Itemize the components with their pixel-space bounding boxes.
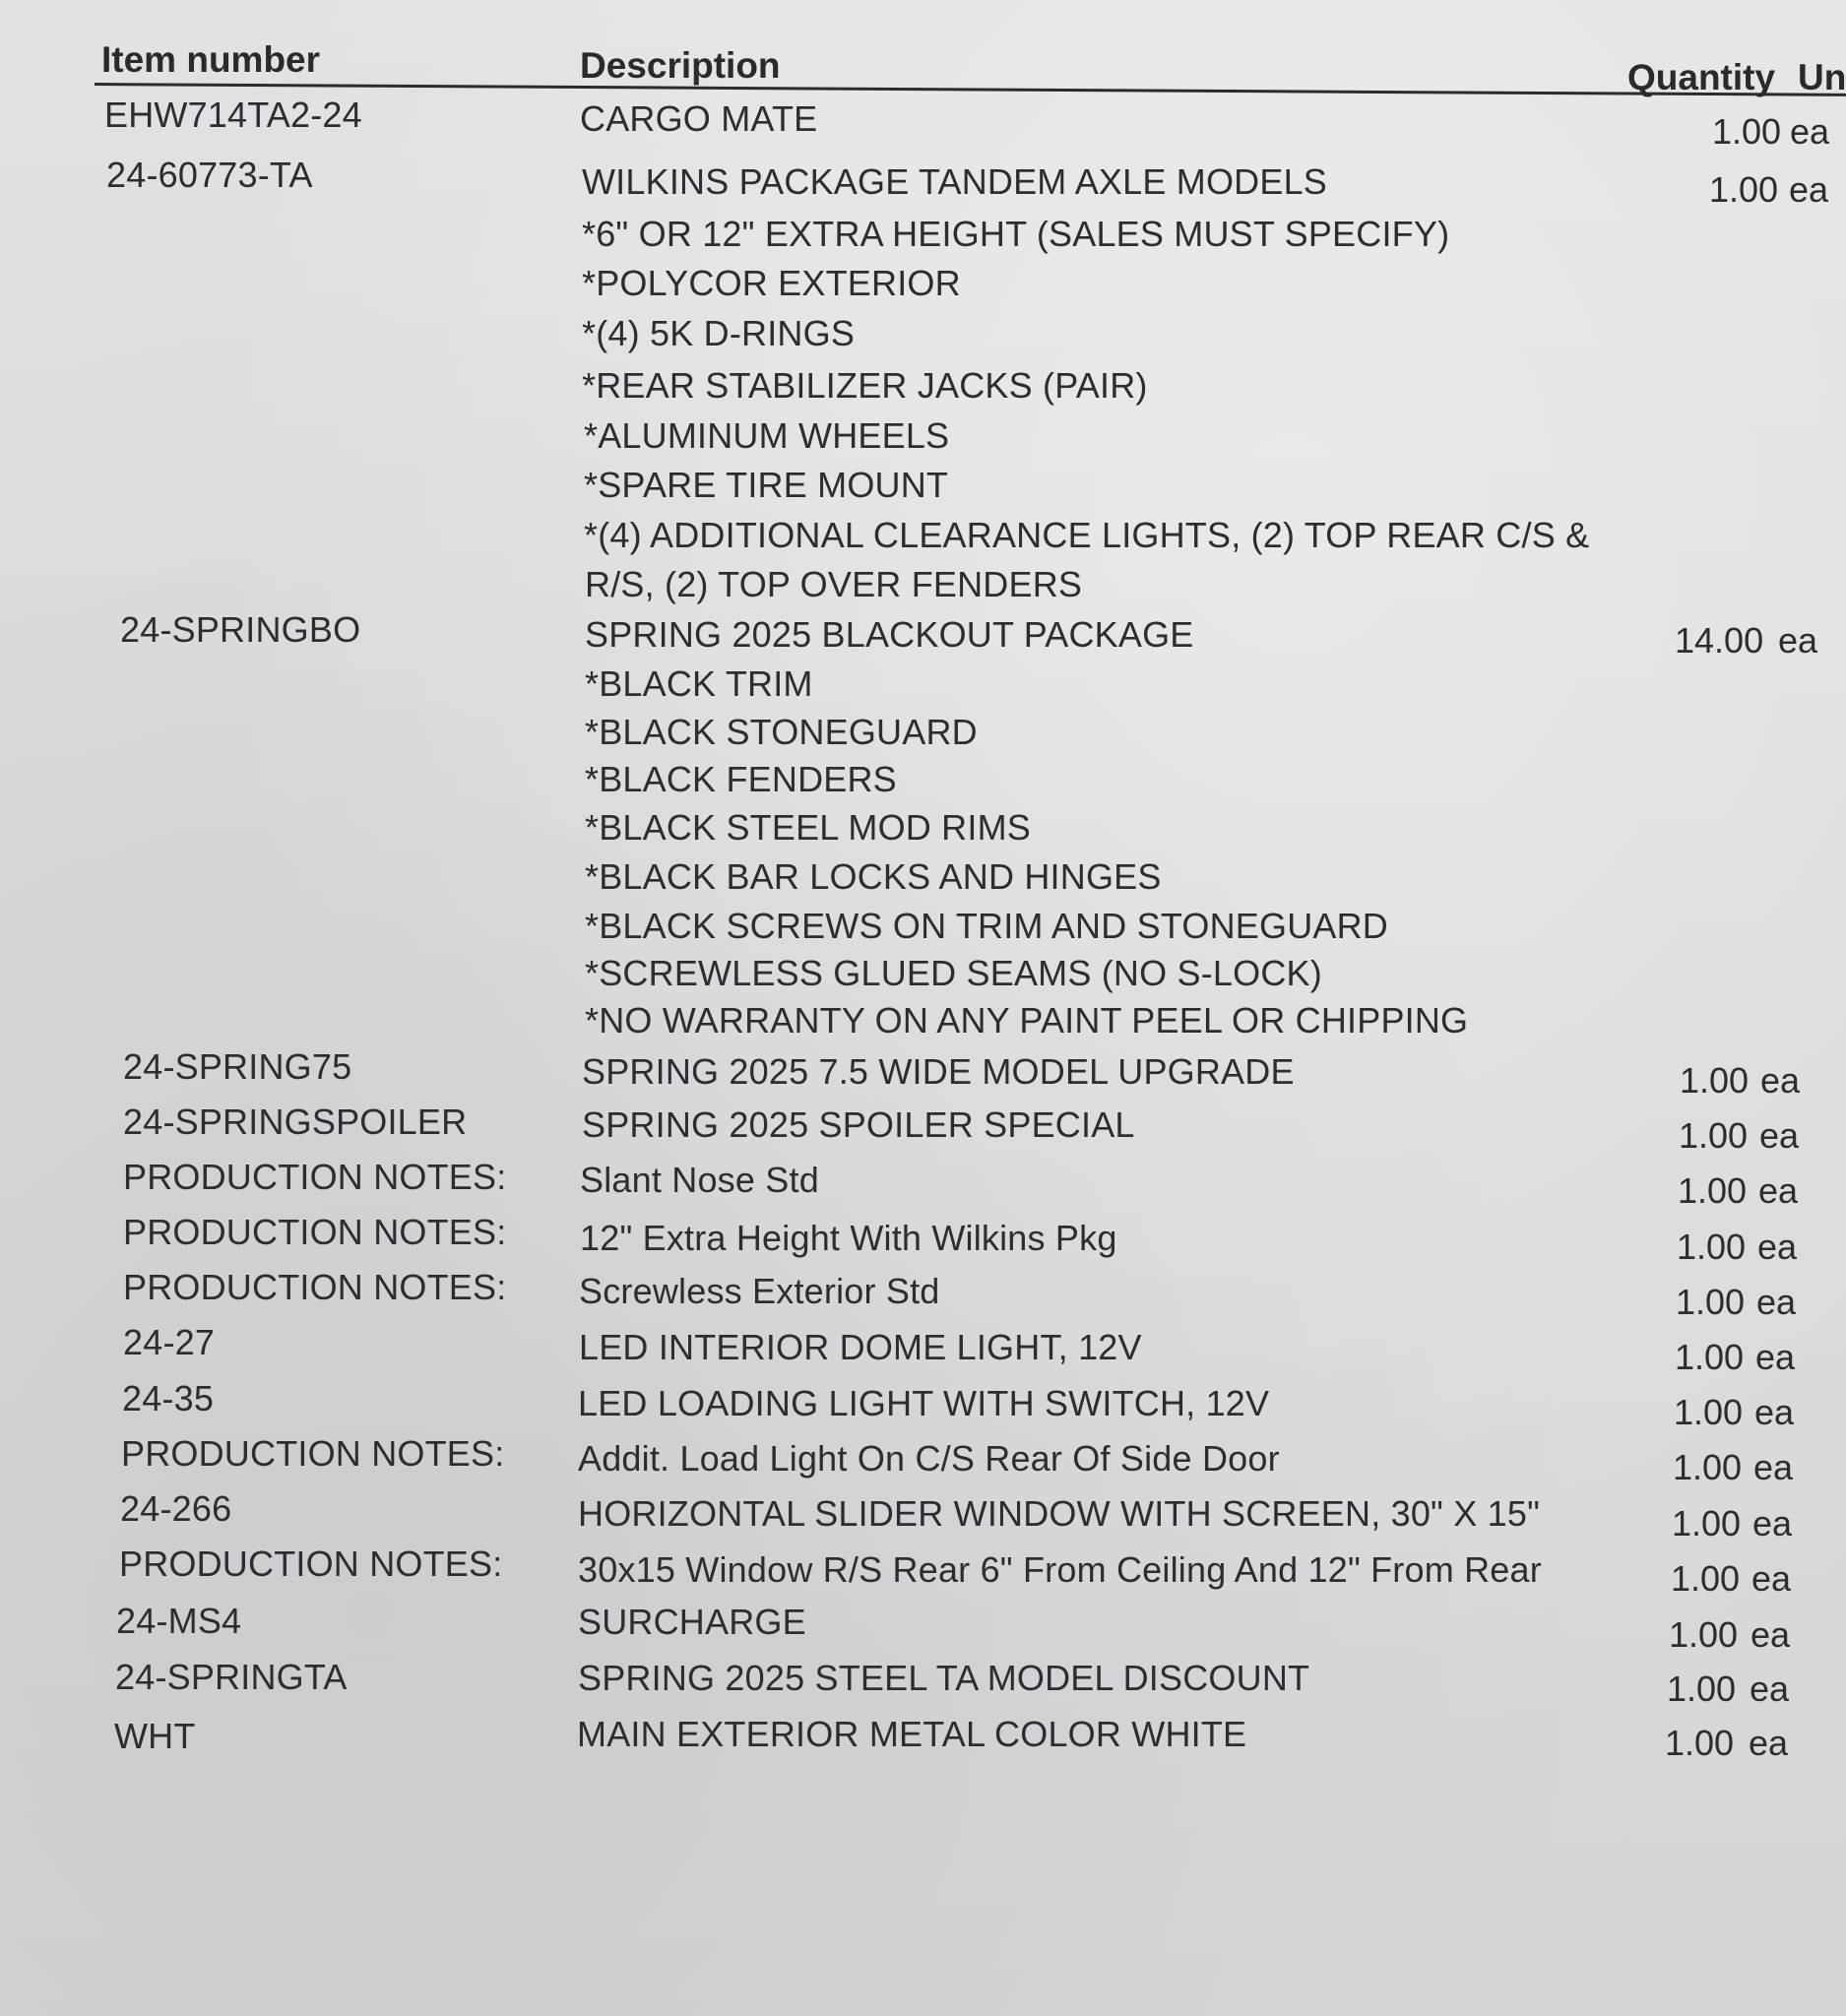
unit-cell: ea bbox=[1749, 1723, 1789, 1763]
item-number-cell: 24-266 bbox=[120, 1488, 232, 1529]
quantity-cell: 1.00 bbox=[1671, 1558, 1741, 1599]
description-subline: *REAR STABILIZER JACKS (PAIR) bbox=[582, 365, 1148, 406]
quantity-cell: 14.00 bbox=[1675, 620, 1764, 661]
description-cell: SPRING 2025 7.5 WIDE MODEL UPGRADE bbox=[582, 1051, 1295, 1092]
description-cell: HORIZONTAL SLIDER WINDOW WITH SCREEN, 30" X 15" bbox=[578, 1493, 1541, 1534]
description-subline: *BLACK BAR LOCKS AND HINGES bbox=[585, 856, 1162, 897]
item-number-cell: WHT bbox=[114, 1716, 196, 1756]
unit-cell: ea bbox=[1789, 169, 1829, 210]
description-cell: Slant Nose Std bbox=[580, 1160, 819, 1200]
description-subline: *BLACK TRIM bbox=[585, 663, 813, 704]
item-number-cell: 24-27 bbox=[123, 1322, 216, 1362]
description-subline: *BLACK FENDERS bbox=[585, 759, 897, 799]
item-number-cell: PRODUCTION NOTES: bbox=[123, 1267, 507, 1307]
description-subline: R/S, (2) TOP OVER FENDERS bbox=[585, 564, 1083, 604]
quantity-cell: 1.00 bbox=[1675, 1337, 1745, 1377]
unit-cell: ea bbox=[1760, 1060, 1801, 1101]
unit-cell: ea bbox=[1751, 1558, 1792, 1599]
quantity-cell: 1.00 bbox=[1672, 1503, 1742, 1544]
description-cell: 12" Extra Height With Wilkins Pkg bbox=[580, 1218, 1117, 1258]
description-cell: SPRING 2025 SPOILER SPECIAL bbox=[582, 1104, 1135, 1145]
description-subline: *BLACK SCREWS ON TRIM AND STONEGUARD bbox=[585, 906, 1389, 946]
description-subline: *(4) ADDITIONAL CLEARANCE LIGHTS, (2) TOP REAR C/S & bbox=[584, 515, 1590, 555]
quantity-cell: 1.00 bbox=[1673, 1447, 1743, 1487]
description-subline: *ALUMINUM WHEELS bbox=[584, 415, 950, 456]
description-cell: SURCHARGE bbox=[578, 1602, 806, 1642]
unit-cell: ea bbox=[1750, 1669, 1790, 1709]
description-subline: *(4) 5K D-RINGS bbox=[582, 313, 856, 353]
item-number-cell: 24-SPRINGSPOILER bbox=[123, 1102, 468, 1142]
unit-cell: ea bbox=[1754, 1392, 1795, 1432]
unit-cell: ea bbox=[1756, 1282, 1797, 1322]
header-item-number: Item number bbox=[101, 39, 321, 80]
item-number-cell: PRODUCTION NOTES: bbox=[123, 1212, 507, 1252]
unit-cell: ea bbox=[1755, 1337, 1796, 1377]
header-quantity: Quantity bbox=[1627, 57, 1776, 97]
item-number-cell: PRODUCTION NOTES: bbox=[119, 1544, 503, 1584]
unit-cell: ea bbox=[1759, 1115, 1800, 1156]
quantity-cell: 1.00 bbox=[1669, 1614, 1739, 1655]
unit-cell: ea bbox=[1778, 620, 1818, 661]
item-number-cell: 24-60773-TA bbox=[106, 155, 313, 195]
quantity-cell: 1.00 bbox=[1679, 1115, 1749, 1156]
quantity-cell: 1.00 bbox=[1709, 169, 1779, 210]
description-subline: *BLACK STONEGUARD bbox=[585, 712, 978, 752]
unit-cell: ea bbox=[1757, 1227, 1798, 1267]
description-cell: SPRING 2025 STEEL TA MODEL DISCOUNT bbox=[578, 1658, 1310, 1698]
quantity-cell: 1.00 bbox=[1676, 1282, 1746, 1322]
description-cell: LED LOADING LIGHT WITH SWITCH, 12V bbox=[578, 1383, 1270, 1423]
quantity-cell: 1.00 bbox=[1665, 1723, 1735, 1763]
quantity-cell: 1.00 bbox=[1674, 1392, 1744, 1432]
description-subline: *6" OR 12" EXTRA HEIGHT (SALES MUST SPECIFY) bbox=[582, 214, 1450, 254]
item-number-cell: 24-35 bbox=[122, 1378, 215, 1418]
description-cell: LED INTERIOR DOME LIGHT, 12V bbox=[579, 1327, 1142, 1367]
item-number-cell: 24-SPRING75 bbox=[123, 1046, 352, 1087]
description-cell: Screwless Exterior Std bbox=[579, 1271, 940, 1311]
quantity-cell: 1.00 bbox=[1677, 1227, 1747, 1267]
header-description: Description bbox=[580, 45, 781, 86]
item-number-cell: 24-SPRINGBO bbox=[120, 609, 361, 650]
unit-cell: ea bbox=[1752, 1503, 1793, 1544]
item-number-cell: 24-SPRINGTA bbox=[115, 1657, 348, 1697]
description-cell: WILKINS PACKAGE TANDEM AXLE MODELS bbox=[582, 161, 1327, 202]
description-cell: SPRING 2025 BLACKOUT PACKAGE bbox=[585, 614, 1194, 655]
item-number-cell: PRODUCTION NOTES: bbox=[121, 1433, 505, 1474]
description-cell: MAIN EXTERIOR METAL COLOR WHITE bbox=[577, 1714, 1247, 1754]
description-subline: *NO WARRANTY ON ANY PAINT PEEL OR CHIPPING bbox=[585, 1000, 1469, 1040]
quantity-cell: 1.00 bbox=[1667, 1669, 1737, 1709]
unit-cell: ea bbox=[1753, 1447, 1794, 1487]
quantity-cell: 1.00 bbox=[1680, 1060, 1750, 1101]
description-subline: *SPARE TIRE MOUNT bbox=[584, 465, 949, 505]
unit-cell: ea bbox=[1751, 1614, 1791, 1655]
item-number-cell: EHW714TA2-24 bbox=[104, 94, 362, 135]
description-cell: CARGO MATE bbox=[580, 98, 818, 139]
unit-cell: ea bbox=[1758, 1170, 1799, 1211]
quantity-cell: 1.00 bbox=[1678, 1170, 1748, 1211]
quantity-cell: 1.00 bbox=[1712, 111, 1782, 152]
description-subline: *BLACK STEEL MOD RIMS bbox=[585, 807, 1031, 848]
item-number-cell: PRODUCTION NOTES: bbox=[123, 1157, 507, 1197]
description-cell: Addit. Load Light On C/S Rear Of Side Door bbox=[578, 1438, 1280, 1479]
item-number-cell: 24-MS4 bbox=[116, 1601, 242, 1641]
unit-cell: ea bbox=[1790, 111, 1830, 152]
description-cell: 30x15 Window R/S Rear 6" From Ceiling And 12" From Rear bbox=[578, 1549, 1542, 1590]
description-subline: *POLYCOR EXTERIOR bbox=[582, 263, 961, 303]
header-unit: Un bbox=[1798, 57, 1846, 97]
description-subline: *SCREWLESS GLUED SEAMS (NO S-LOCK) bbox=[585, 953, 1322, 993]
